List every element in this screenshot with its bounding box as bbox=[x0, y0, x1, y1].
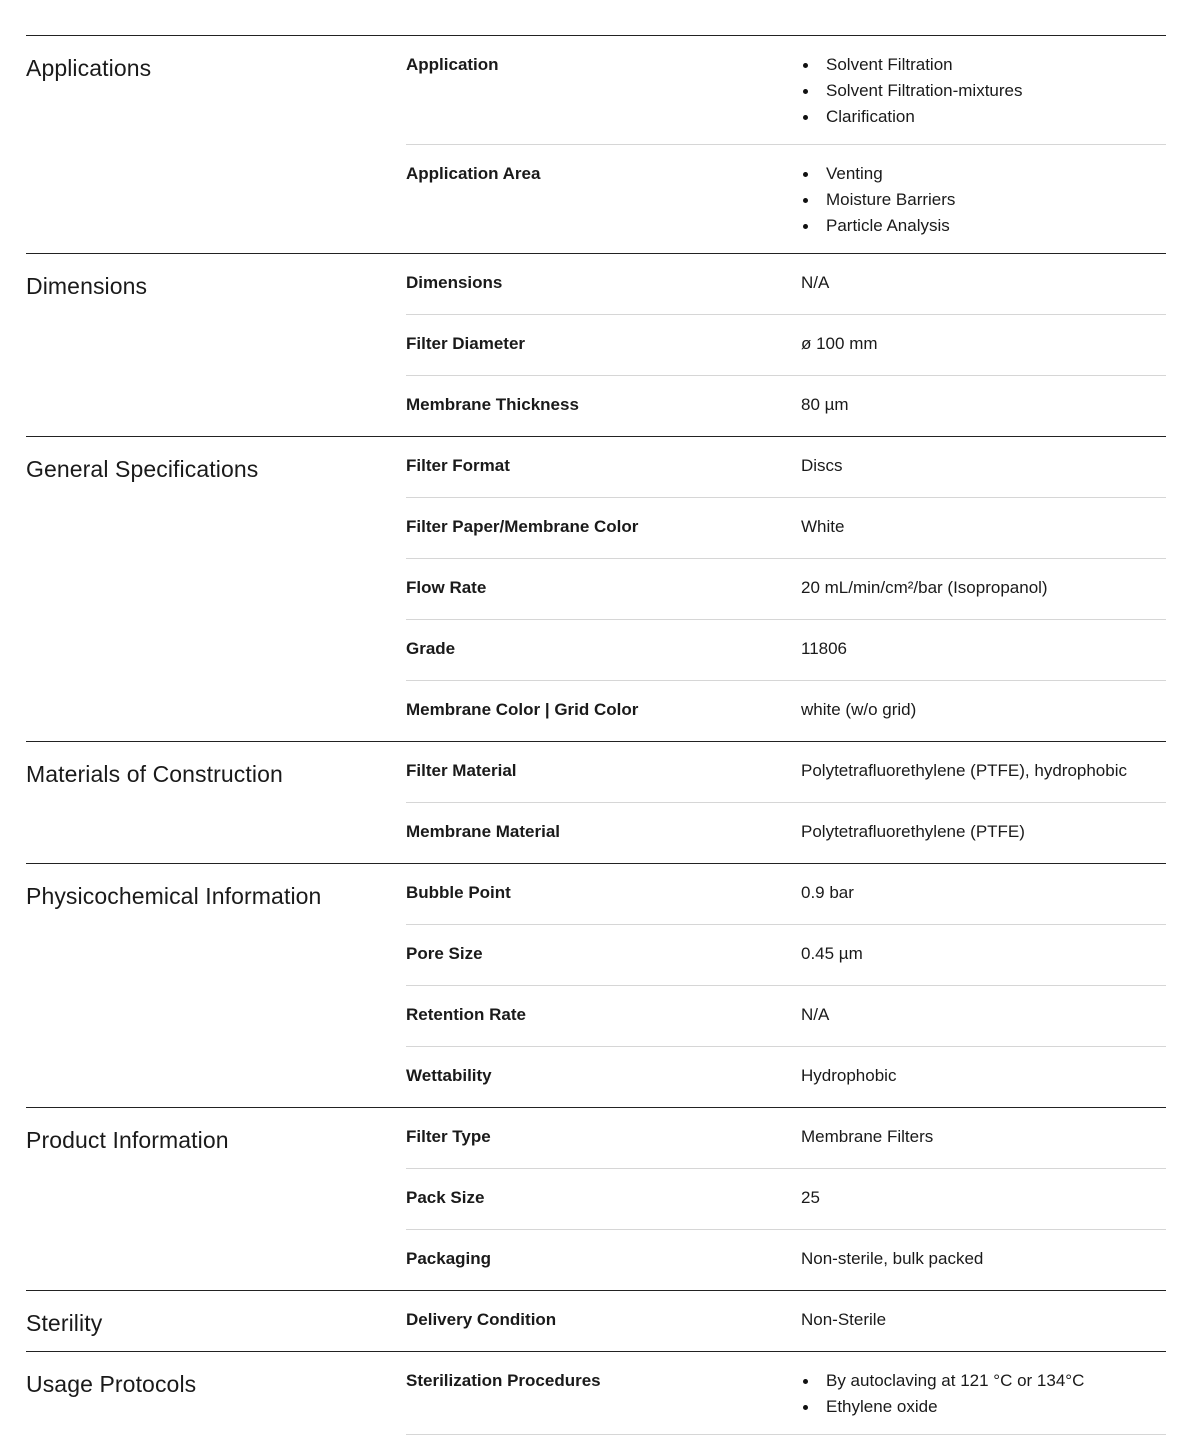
section-title: Physicochemical Information bbox=[26, 883, 322, 909]
spec-row-retention-rate bbox=[406, 986, 1166, 1047]
spec-value: ø 100 mm bbox=[801, 334, 878, 353]
spec-row-application-area bbox=[406, 145, 1166, 253]
section-title: Sterility bbox=[26, 1310, 103, 1336]
spec-label: Wettability bbox=[406, 1066, 492, 1085]
section-rows bbox=[406, 254, 1166, 436]
spec-label: Pore Size bbox=[406, 944, 483, 963]
list-item: Particle Analysis bbox=[826, 213, 1166, 239]
spec-value: Non-Sterile bbox=[801, 1310, 887, 1329]
section-rows bbox=[406, 864, 1166, 1107]
spec-label: Grade bbox=[406, 639, 456, 658]
spec-value: White bbox=[801, 517, 845, 536]
spec-value: 20 mL/min/cm²/bar (Isopropanol) bbox=[801, 578, 1048, 597]
spec-row-membrane-material bbox=[406, 803, 1166, 863]
spec-row-wettability bbox=[406, 1047, 1166, 1107]
spec-table bbox=[26, 35, 1166, 1435]
section-product-information bbox=[26, 1107, 1166, 1290]
spec-row-membrane-thickness bbox=[406, 376, 1166, 436]
spec-row-filter-format bbox=[406, 437, 1166, 498]
spec-value: Hydrophobic bbox=[801, 1066, 897, 1085]
spec-row-pack-size bbox=[406, 1169, 1166, 1230]
section-dimensions bbox=[26, 253, 1166, 436]
spec-value bbox=[801, 145, 1166, 253]
section-physicochemical bbox=[26, 863, 1166, 1107]
section-materials bbox=[26, 741, 1166, 863]
spec-row-application bbox=[406, 36, 1166, 145]
spec-label: Bubble Point bbox=[406, 883, 511, 902]
list-item: By autoclaving at 121 °C or 134°C bbox=[826, 1368, 1166, 1394]
spec-label: Dimensions bbox=[406, 273, 503, 292]
list-item: Solvent Filtration-mixtures bbox=[826, 78, 1166, 104]
value-list bbox=[801, 161, 1166, 239]
spec-value: Discs bbox=[801, 456, 843, 475]
list-item: Solvent Filtration bbox=[826, 52, 1166, 78]
section-title: Usage Protocols bbox=[26, 1371, 197, 1397]
spec-value bbox=[801, 36, 1166, 144]
section-rows bbox=[406, 1108, 1166, 1290]
spec-value: 0.45 µm bbox=[801, 944, 863, 963]
list-item: Venting bbox=[826, 161, 1166, 187]
section-rows bbox=[406, 1291, 1166, 1351]
spec-row-pore-size bbox=[406, 925, 1166, 986]
spec-value: 11806 bbox=[801, 639, 848, 658]
list-item: Moisture Barriers bbox=[826, 187, 1166, 213]
spec-label: Pack Size bbox=[406, 1188, 485, 1207]
spec-label: Membrane Thickness bbox=[406, 395, 579, 414]
spec-row-grid-color bbox=[406, 681, 1166, 741]
spec-label: Filter Material bbox=[406, 761, 517, 780]
spec-label: Application bbox=[406, 55, 499, 74]
spec-label: Delivery Condition bbox=[406, 1310, 557, 1329]
spec-row-bubble-point bbox=[406, 864, 1166, 925]
section-title: Applications bbox=[26, 55, 152, 81]
spec-label: Filter Format bbox=[406, 456, 510, 475]
spec-label: Application Area bbox=[406, 164, 541, 183]
spec-label: Membrane Color | Grid Color bbox=[406, 700, 639, 719]
spec-label: Filter Paper/Membrane Color bbox=[406, 517, 639, 536]
spec-value: N/A bbox=[801, 1005, 830, 1024]
spec-label: Sterilization Procedures bbox=[406, 1371, 601, 1390]
section-title: Dimensions bbox=[26, 273, 148, 299]
spec-label: Filter Diameter bbox=[406, 334, 526, 353]
spec-label: Retention Rate bbox=[406, 1005, 526, 1024]
spec-value: Polytetrafluorethylene (PTFE), hydrophobic bbox=[801, 761, 1127, 780]
section-title: Product Information bbox=[26, 1127, 229, 1153]
spec-row-filter-diameter bbox=[406, 315, 1166, 376]
spec-value: 25 bbox=[801, 1188, 820, 1207]
section-general-specifications bbox=[26, 436, 1166, 741]
section-rows bbox=[406, 1352, 1166, 1435]
section-rows bbox=[406, 742, 1166, 863]
spec-label: Flow Rate bbox=[406, 578, 487, 597]
value-list bbox=[801, 52, 1166, 130]
spec-row-sterilization-procedures bbox=[406, 1352, 1166, 1435]
spec-value: Polytetrafluorethylene (PTFE) bbox=[801, 822, 1025, 841]
spec-row-flow-rate bbox=[406, 559, 1166, 620]
spec-label: Packaging bbox=[406, 1249, 492, 1268]
section-title: General Specifications bbox=[26, 456, 259, 482]
spec-row-delivery-condition bbox=[406, 1291, 1166, 1351]
spec-row-grade bbox=[406, 620, 1166, 681]
value-list bbox=[801, 1368, 1166, 1420]
section-rows bbox=[406, 437, 1166, 741]
spec-value: Non-sterile, bulk packed bbox=[801, 1249, 984, 1268]
spec-value bbox=[801, 1352, 1166, 1434]
spec-value: N/A bbox=[801, 273, 830, 292]
spec-row-membrane-color bbox=[406, 498, 1166, 559]
section-title: Materials of Construction bbox=[26, 761, 283, 787]
spec-row-filter-material bbox=[406, 742, 1166, 803]
spec-label: Membrane Material bbox=[406, 822, 560, 841]
section-sterility bbox=[26, 1290, 1166, 1351]
spec-row-filter-type bbox=[406, 1108, 1166, 1169]
section-usage-protocols bbox=[26, 1351, 1166, 1435]
section-rows bbox=[406, 36, 1166, 253]
spec-label: Filter Type bbox=[406, 1127, 491, 1146]
section-applications bbox=[26, 35, 1166, 253]
spec-value: 80 µm bbox=[801, 395, 849, 414]
spec-value: 0.9 bar bbox=[801, 883, 854, 902]
spec-row-packaging bbox=[406, 1230, 1166, 1290]
spec-value: white (w/o grid) bbox=[801, 700, 917, 719]
list-item: Ethylene oxide bbox=[826, 1394, 1166, 1420]
spec-value: Membrane Filters bbox=[801, 1127, 934, 1146]
list-item: Clarification bbox=[826, 104, 1166, 130]
spec-row-dimensions bbox=[406, 254, 1166, 315]
